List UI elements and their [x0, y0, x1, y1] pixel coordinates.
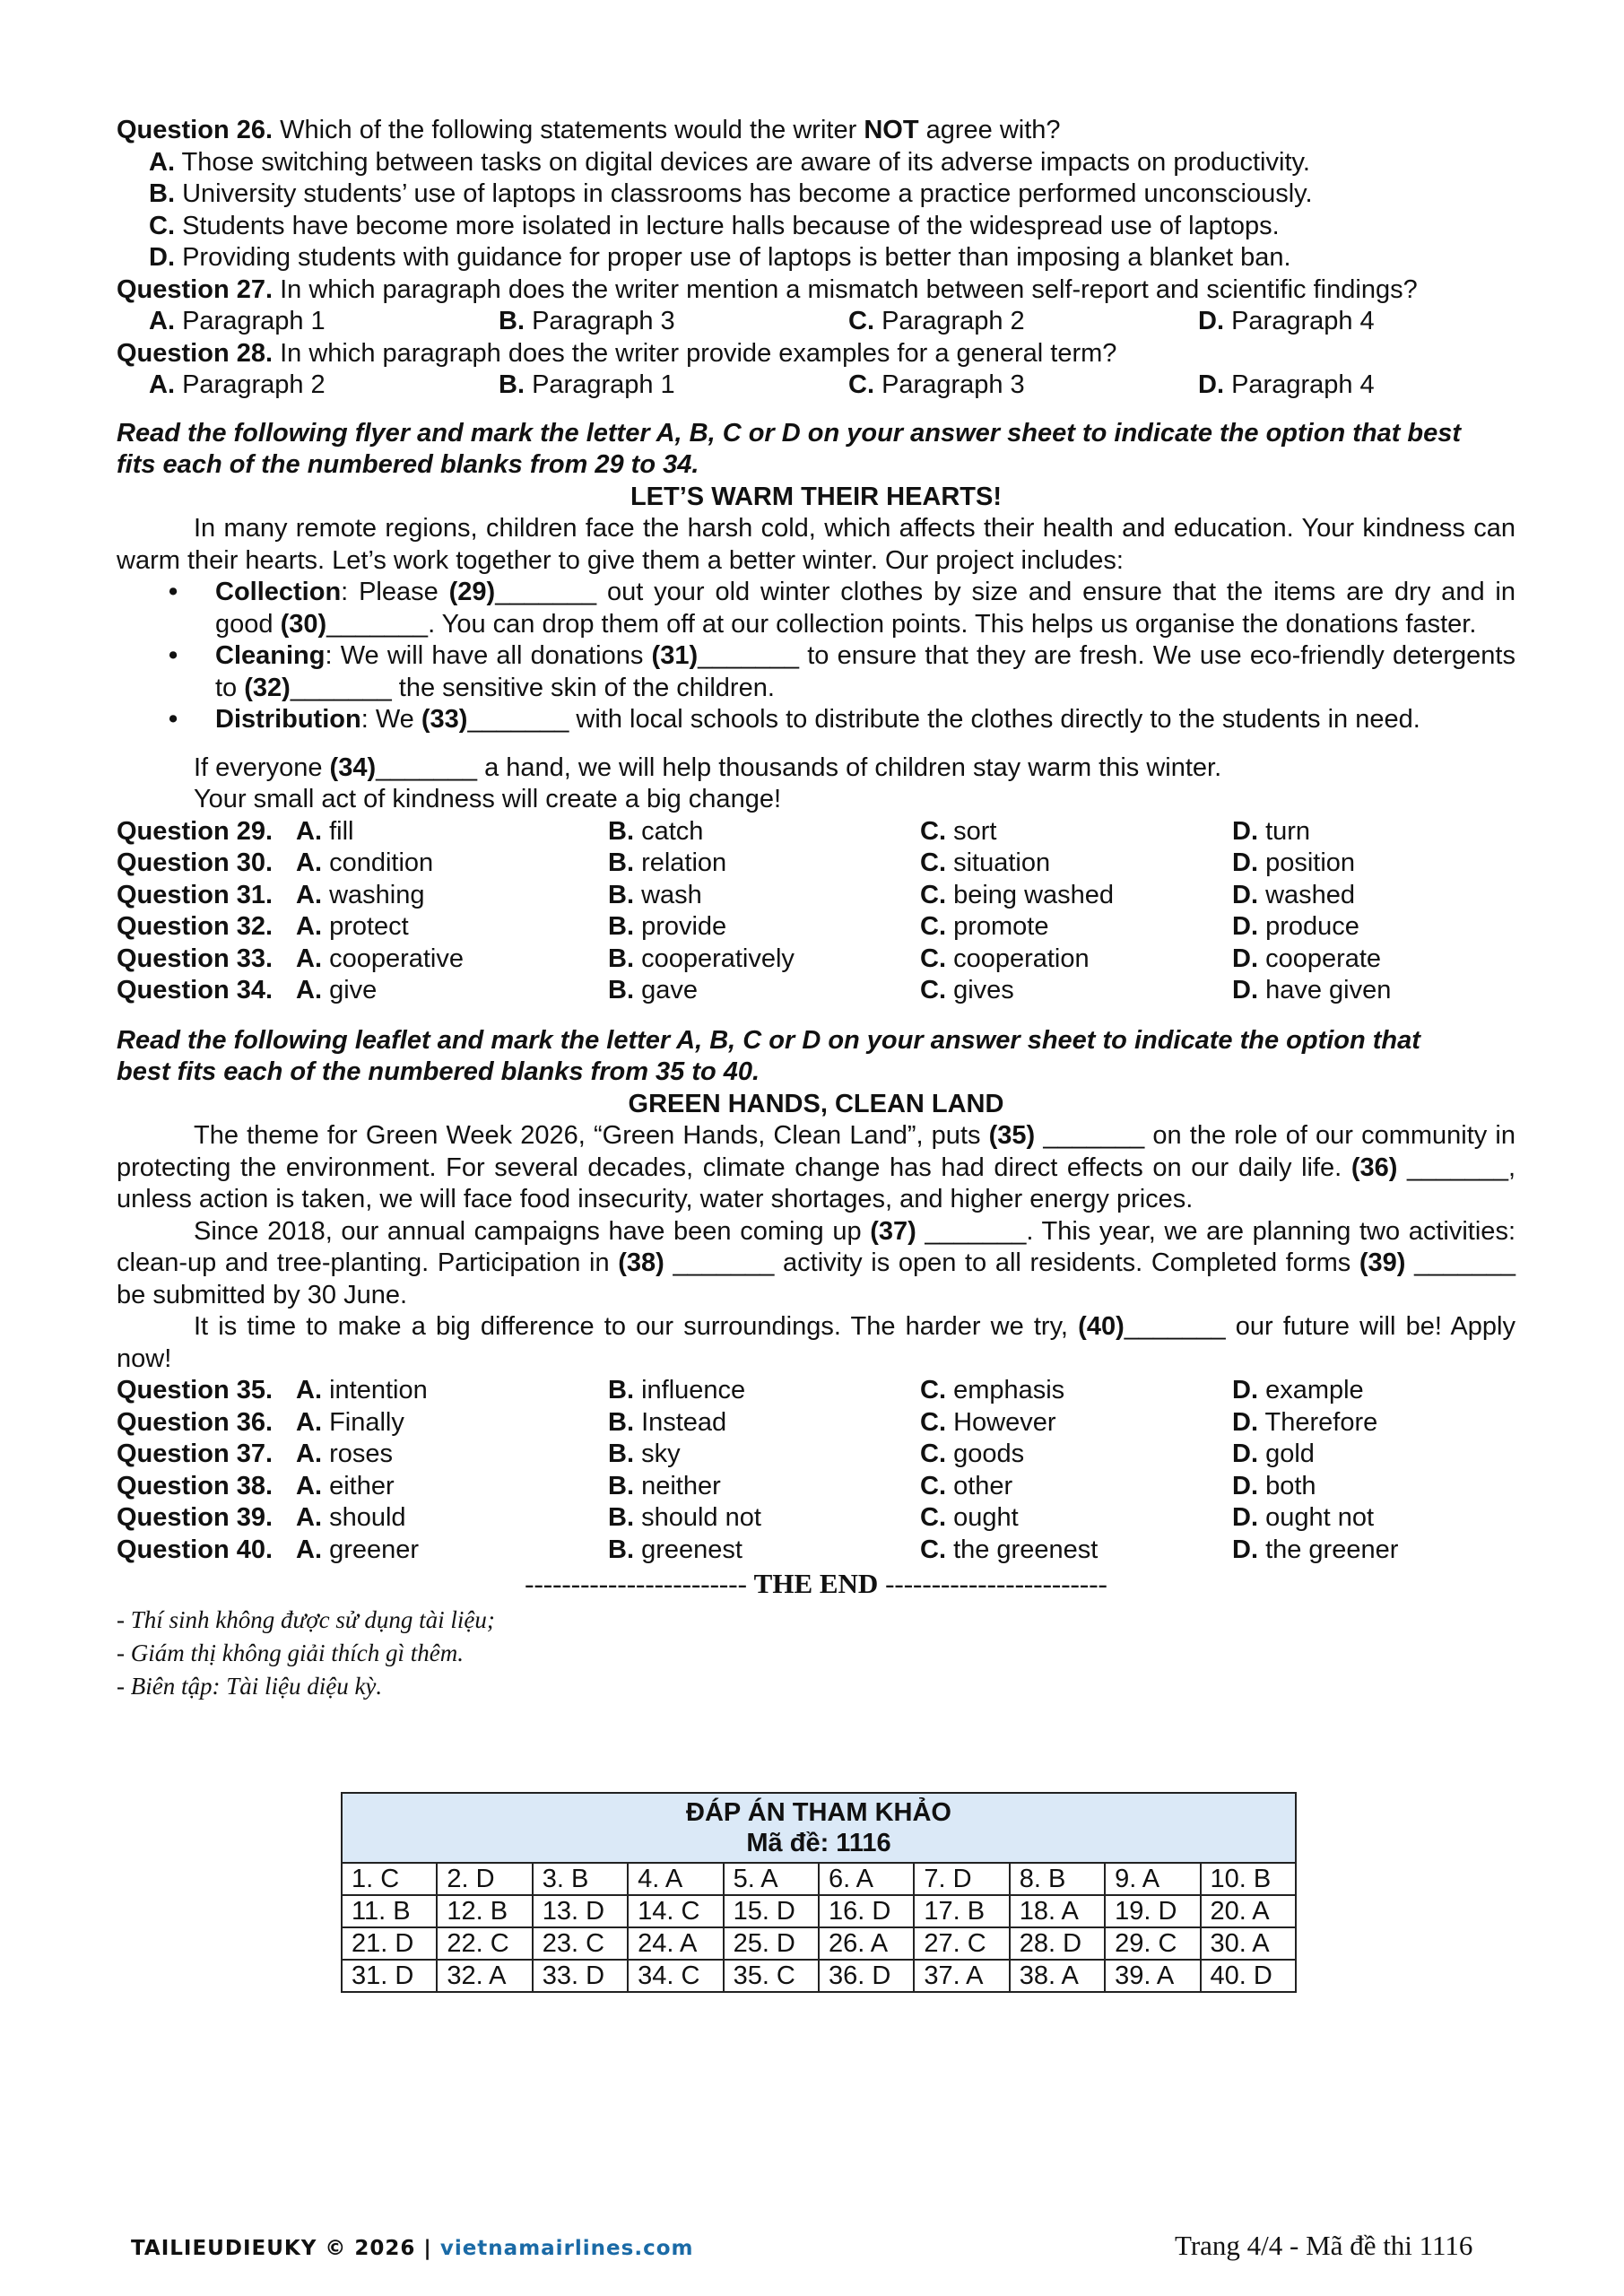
flyer-closing-2: Your small act of kindness will create a big change! — [194, 785, 782, 813]
question-label: Question 37. — [117, 1439, 274, 1468]
footer-link[interactable]: vietnamairlines.com — [439, 2237, 694, 2260]
answer-cell: 31. D — [342, 1960, 437, 1992]
question-label: Question 35. — [117, 1376, 274, 1405]
option-d: D. both — [1232, 1471, 1316, 1500]
answer-row — [342, 1960, 1296, 1992]
question-label: Question 32. — [117, 912, 274, 941]
leaflet-questions — [117, 1375, 1515, 1566]
options-row — [117, 306, 1515, 338]
answer-cell: 6. A — [819, 1863, 914, 1895]
answer-cell: 14. C — [628, 1895, 723, 1927]
question-label: Question 39. — [117, 1503, 274, 1532]
question-label: Question 31. — [117, 880, 274, 909]
option-d: D. ought not — [1232, 1503, 1375, 1532]
option-b: B. wash — [608, 880, 702, 909]
answer-cell: 37. A — [914, 1960, 1009, 1992]
flyer-bullets — [117, 577, 1515, 736]
option-d: D. the greener — [1232, 1535, 1399, 1564]
option-d: D. position — [1232, 848, 1356, 877]
question-row — [117, 1375, 1515, 1407]
answer-cell: 8. B — [1010, 1863, 1105, 1895]
question-row — [117, 975, 1515, 1007]
option-c: C. being washed — [920, 880, 1115, 909]
answer-cell: 32. A — [437, 1960, 532, 1992]
option-c: C. Students have become more isolated in lecture halls because of the widespread use of laptops. — [149, 211, 1280, 240]
answer-row — [342, 1927, 1296, 1960]
option-c: C. goods — [920, 1439, 1025, 1468]
question-label: Question 30. — [117, 848, 274, 877]
option-c: C. promote — [920, 912, 1049, 941]
option-a: A. either — [296, 1471, 395, 1500]
answer-cell: 18. A — [1010, 1895, 1105, 1927]
question-row — [117, 848, 1515, 880]
leaflet-paragraph-1: The theme for Green Week 2026, “Green Hands, Clean Land”, puts (35) _______ on the role of our community in protecting the environment. For several decades, climate change has had direct effects on our daily life. (36) _______, unless action is taken, we will face food insecurity, water shortages, and higher energy prices. — [117, 1121, 1515, 1213]
answer-cell: 20. A — [1201, 1895, 1296, 1927]
option-b: B. sky — [608, 1439, 681, 1468]
option-a: A. fill — [296, 816, 354, 846]
option-b: B. Paragraph 3 — [499, 307, 675, 335]
option-d: D. washed — [1232, 880, 1356, 909]
question-label: Question 29. — [117, 816, 274, 846]
question-label: Question 34. — [117, 976, 274, 1004]
question-stem: Question 28. In which paragraph does the writer provide examples for a general term? — [117, 338, 1117, 368]
option-a: A. give — [296, 976, 378, 1004]
answer-cell: 28. D — [1010, 1927, 1105, 1960]
option-a: A. Paragraph 1 — [149, 307, 326, 335]
option-b: B. neither — [608, 1471, 721, 1500]
the-end-divider: ------------------------ THE END ------------------------ — [525, 1568, 1107, 1599]
flyer-title: LET’S WARM THEIR HEARTS! — [630, 482, 1003, 511]
answer-cell: 19. D — [1105, 1895, 1200, 1927]
question-label: Question 38. — [117, 1471, 274, 1500]
question-row — [117, 1439, 1515, 1471]
options-row — [117, 370, 1515, 402]
answer-cell: 34. C — [628, 1960, 723, 1992]
answer-cell: 27. C — [914, 1927, 1009, 1960]
option-c: C. ought — [920, 1503, 1019, 1532]
exam-page — [117, 115, 1515, 1703]
option-b: B. gave — [608, 976, 698, 1004]
flyer-intro: In many remote regions, children face the harsh cold, which affects their health and education. Your kindness can warm their hearts. Let’s work together to give them a better winter. Our project includes: — [117, 514, 1515, 575]
answer-cell: 29. C — [1105, 1927, 1200, 1960]
option-b: B. Instead — [608, 1407, 727, 1437]
option-d: D. Providing students with guidance for proper use of laptops is better than imposing a blanket ban. — [149, 243, 1291, 272]
option-d: D. gold — [1232, 1439, 1315, 1468]
question-row — [117, 1407, 1515, 1439]
option-c: C. emphasis — [920, 1376, 1065, 1405]
option-c: C. situation — [920, 848, 1051, 877]
footer-brand: TAILIEUDIEUKY © 2026 | vietnamairlines.com — [131, 2237, 694, 2260]
option-a: A. Those switching between tasks on digital devices are aware of its adverse impacts on productivity. — [149, 147, 1310, 177]
option-d: D. turn — [1232, 816, 1311, 846]
answer-cell: 25. D — [724, 1927, 819, 1960]
question-row — [117, 1535, 1515, 1567]
note-line: - Giám thị không giải thích gì thêm. — [117, 1639, 464, 1666]
answer-row — [342, 1895, 1296, 1927]
option-c: C. sort — [920, 816, 997, 846]
answer-key-header — [342, 1793, 1296, 1863]
leaflet-paragraph-2: Since 2018, our annual campaigns have been coming up (37) _______. This year, we are planning two activities: clean-up and tree-planting. Participation in (38) _______ activity is open to all residents. Completed forms (39) _______ be submitted by 30 June. — [117, 1216, 1515, 1309]
option-d: D. Paragraph 4 — [1198, 370, 1375, 399]
option-b: B. influence — [608, 1376, 746, 1405]
option-d: D. Therefore — [1232, 1407, 1378, 1437]
answer-cell: 4. A — [628, 1863, 723, 1895]
question-row — [117, 911, 1515, 944]
answer-cell: 24. A — [628, 1927, 723, 1960]
option-d: D. example — [1232, 1376, 1364, 1405]
answer-cell: 5. A — [724, 1863, 819, 1895]
answer-cell: 17. B — [914, 1895, 1009, 1927]
option-b: B. University students’ use of laptops in classrooms has become a practice performed unconsciously. — [149, 179, 1313, 208]
answer-cell: 13. D — [533, 1895, 628, 1927]
option-b: B. provide — [608, 912, 727, 941]
option-a: A. should — [296, 1503, 406, 1532]
question-27 — [117, 274, 1515, 338]
option-a: A. protect — [296, 912, 409, 941]
question-label: Question 40. — [117, 1535, 274, 1564]
answer-cell: 11. B — [342, 1895, 437, 1927]
answer-key-table — [341, 1792, 1297, 1993]
question-row — [117, 1502, 1515, 1535]
option-c: C. cooperation — [920, 944, 1090, 973]
option-c: C. Paragraph 2 — [848, 307, 1025, 335]
option-c: C. Paragraph 3 — [848, 370, 1025, 399]
answer-cell: 33. D — [533, 1960, 628, 1992]
answer-cell: 9. A — [1105, 1863, 1200, 1895]
bullet-dot: • — [169, 641, 178, 670]
question-28 — [117, 338, 1515, 402]
option-c: C. gives — [920, 976, 1014, 1004]
option-b: B. relation — [608, 848, 727, 877]
answer-cell: 30. A — [1201, 1927, 1296, 1960]
option-c: C. the greenest — [920, 1535, 1099, 1564]
answer-key-code: Mã đề: 1116 — [746, 1829, 891, 1857]
leaflet-paragraph-3: It is time to make a big difference to our surroundings. The harder we try, (40)_______ our future will be! Apply now! — [117, 1312, 1515, 1373]
note-line: - Biên tập: Tài liệu diệu kỳ. — [117, 1672, 383, 1700]
answer-cell: 26. A — [819, 1927, 914, 1960]
answer-cell: 12. B — [437, 1895, 532, 1927]
option-b: B. catch — [608, 816, 704, 846]
flyer-instruction: Read the following flyer and mark the letter A, B, C or D on your answer sheet to indicate the option that best fits each of the numbered blanks from 29 to 34. — [117, 418, 1462, 479]
answer-row — [342, 1863, 1296, 1895]
leaflet-title: GREEN HANDS, CLEAN LAND — [628, 1089, 1004, 1118]
answer-cell: 35. C — [724, 1960, 819, 1992]
option-d: D. produce — [1232, 912, 1359, 941]
answer-cell: 22. C — [437, 1927, 532, 1960]
question-stem: Question 27. In which paragraph does the writer mention a mismatch between self-report and scientific findings? — [117, 274, 1418, 304]
answer-cell: 10. B — [1201, 1863, 1296, 1895]
bullet-collection: • Collection: Please (29)_______ out your old winter clothes by size and ensure that the items are dry and in good (30)_______. You can drop them off at our collection points. This helps us organise the donations faster. — [169, 578, 1516, 639]
option-b: B. greenest — [608, 1535, 743, 1564]
answer-cell: 39. A — [1105, 1960, 1200, 1992]
answer-cell: 2. D — [437, 1863, 532, 1895]
question-row — [117, 944, 1515, 976]
option-d: D. cooperate — [1232, 944, 1382, 973]
answer-cell: 23. C — [533, 1927, 628, 1960]
option-a: A. Paragraph 2 — [149, 370, 326, 399]
answer-cell: 36. D — [819, 1960, 914, 1992]
option-a: A. roses — [296, 1439, 393, 1468]
bullet-dot: • — [169, 578, 178, 606]
question-stem: Question 26. Which of the following statements would the writer NOT agree with? — [117, 116, 1061, 144]
question-row — [117, 880, 1515, 912]
option-d: D. have given — [1232, 976, 1392, 1004]
option-b: B. Paragraph 1 — [499, 370, 675, 399]
bullet-distribution: • Distribution: We (33)_______ with local schools to distribute the clothes directly to the students in need. — [117, 704, 1515, 736]
option-a: A. condition — [296, 848, 434, 877]
option-a: A. intention — [296, 1376, 428, 1405]
option-d: D. Paragraph 4 — [1198, 307, 1375, 335]
answer-cell: 3. B — [533, 1863, 628, 1895]
answer-key-title: ĐÁP ÁN THAM KHẢO — [686, 1798, 951, 1827]
option-c: C. However — [920, 1407, 1056, 1437]
answer-cell: 16. D — [819, 1895, 914, 1927]
option-a: A. greener — [296, 1535, 420, 1564]
exam-notes — [117, 1604, 1515, 1703]
options-list — [117, 147, 1515, 274]
answer-cell: 1. C — [342, 1863, 437, 1895]
question-row — [117, 816, 1515, 848]
option-b: B. cooperatively — [608, 944, 795, 973]
question-row — [117, 1471, 1515, 1503]
option-a: A. cooperative — [296, 944, 464, 973]
note-line: - Thí sinh không được sử dụng tài liệu; — [117, 1605, 495, 1633]
question-label: Question 33. — [117, 944, 274, 973]
answer-cell: 21. D — [342, 1927, 437, 1960]
bullet-dot: • — [169, 705, 178, 734]
footer-page-number: Trang 4/4 - Mã đề thi 1116 — [1175, 2230, 1473, 2261]
answer-cell: 7. D — [914, 1863, 1009, 1895]
question-26 — [117, 115, 1515, 274]
option-b: B. should not — [608, 1503, 761, 1532]
question-label: Question 36. — [117, 1407, 274, 1437]
option-c: C. other — [920, 1471, 1013, 1500]
option-a: A. Finally — [296, 1407, 404, 1437]
option-a: A. washing — [296, 880, 425, 909]
answer-cell: 15. D — [724, 1895, 819, 1927]
flyer-questions — [117, 816, 1515, 1007]
answer-cell: 38. A — [1010, 1960, 1105, 1992]
flyer-closing-1: If everyone (34)_______ a hand, we will help thousands of children stay warm this winter. — [194, 752, 1222, 782]
leaflet-instruction: Read the following leaflet and mark the letter A, B, C or D on your answer sheet to indicate the option that best fits each of the numbered blanks from 35 to 40. — [117, 1025, 1420, 1086]
answer-cell: 40. D — [1201, 1960, 1296, 1992]
bullet-cleaning: • Cleaning: We will have all donations (31)_______ to ensure that they are fresh. We use eco-friendly detergents to (32)_______ the sensitive skin of the children. — [169, 641, 1515, 702]
